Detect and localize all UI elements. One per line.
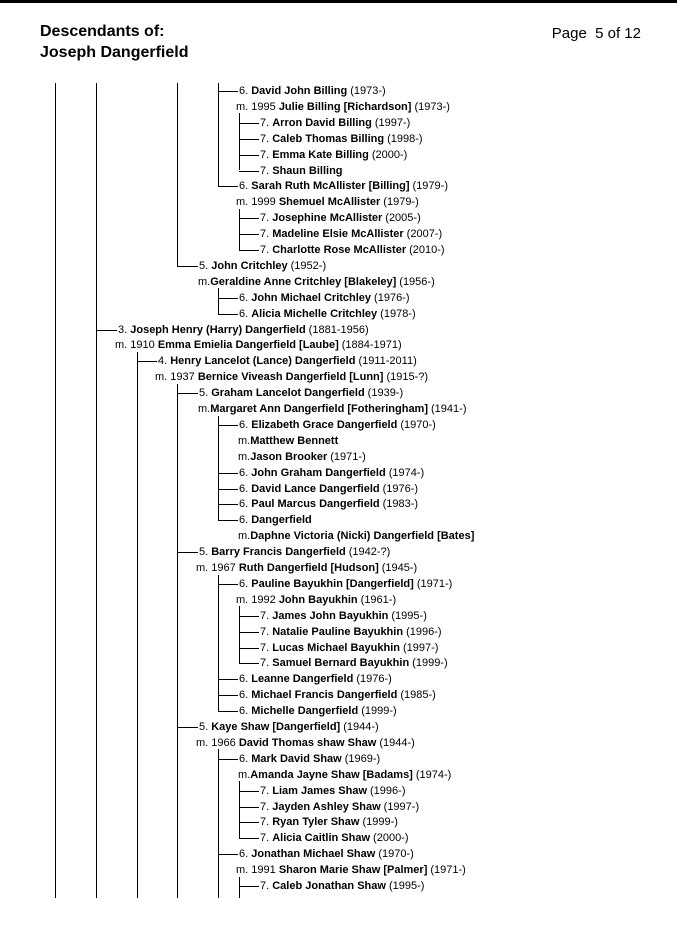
marriage-entry	[236, 592, 396, 608]
marriage-entry	[196, 560, 417, 576]
generation-number: 7.	[260, 657, 273, 670]
person-name: John Graham Dangerfield	[251, 466, 386, 479]
life-dates: (1941-)	[431, 403, 467, 415]
tree-line-connector	[96, 330, 117, 331]
person-name: Sharon Marie Shaw [Palmer]	[278, 864, 428, 877]
generation-number: 6.	[239, 514, 252, 527]
life-dates: (1997-)	[403, 641, 439, 654]
person-entry	[239, 846, 414, 862]
life-dates: (1973-)	[350, 85, 386, 97]
person-name: David John Billing	[251, 85, 348, 97]
marriage-entry	[238, 528, 474, 544]
generation-number: 7.	[260, 880, 273, 892]
person-name: Julie Billing [Richardson]	[278, 100, 412, 113]
tree-line-vertical	[239, 209, 240, 250]
generation-number: 7.	[260, 132, 273, 145]
life-dates: (1945-)	[381, 562, 418, 574]
person-entry	[239, 512, 312, 528]
tree-line-connector	[218, 473, 238, 474]
generation-number: 5.	[199, 721, 212, 733]
life-dates: (1944-)	[343, 721, 379, 733]
life-dates: (1979-)	[412, 180, 448, 193]
person-entry	[260, 878, 424, 894]
life-dates: (1995-)	[391, 609, 427, 622]
person-name: James John Bayukhin	[272, 609, 389, 622]
tree-line-connector	[137, 361, 157, 362]
tree-line-connector	[177, 393, 198, 394]
tree-line-vertical	[177, 384, 178, 898]
person-entry	[260, 640, 438, 656]
person-name: Mark David Shaw	[251, 752, 342, 765]
tree-line-connector	[218, 314, 238, 315]
life-dates: (1997-)	[383, 800, 420, 813]
life-dates: (1974-)	[415, 768, 452, 781]
generation-number: 7.	[260, 816, 273, 829]
person-name: Lucas Michael Bayukhin	[272, 641, 400, 654]
tree-line-connector	[239, 234, 259, 235]
tree-line-connector	[239, 171, 259, 172]
person-entry	[260, 655, 448, 671]
tree-line-vertical	[137, 352, 138, 898]
person-name: Matthew Bennett	[250, 434, 339, 447]
generation-number: 7.	[260, 784, 273, 797]
person-name: John Bayukhin	[278, 593, 358, 606]
marriage-prefix: m. 1910	[115, 339, 158, 352]
person-name: Pauline Bayukhin [Dangerfield]	[251, 577, 414, 590]
report-title-line1: Descendants of:	[40, 23, 165, 40]
tree-line-connector	[218, 186, 238, 187]
person-name: John Critchley	[211, 259, 288, 272]
tree-line-connector	[239, 886, 259, 887]
person-name: Barry Francis Dangerfield	[211, 546, 346, 559]
person-name: Caleb Jonathan Shaw	[272, 880, 386, 892]
report-title-line2: Joseph Dangerfield	[40, 44, 189, 61]
tree-line-connector	[218, 759, 238, 760]
life-dates: (1996-)	[406, 625, 442, 638]
life-dates: (2010-)	[409, 244, 445, 256]
tree-line-connector	[218, 520, 238, 521]
person-entry	[239, 83, 386, 99]
person-entry	[199, 719, 379, 735]
person-name: Liam James Shaw	[272, 784, 368, 797]
person-name: Jayden Ashley Shaw	[272, 800, 381, 813]
person-entry	[260, 830, 409, 846]
marriage-entry	[196, 735, 415, 751]
marriage-prefix: m.	[238, 450, 251, 463]
generation-number: 7.	[260, 116, 273, 129]
tree-line-connector	[177, 552, 198, 553]
tree-line-connector	[177, 727, 198, 728]
tree-line-connector	[218, 695, 238, 696]
generation-number: 5.	[199, 387, 212, 400]
tree-line-connector	[218, 425, 238, 426]
life-dates: (2000-)	[373, 832, 409, 845]
person-name: Emma Kate Billing	[272, 148, 369, 161]
person-entry	[260, 799, 419, 815]
life-dates: (1976-)	[382, 482, 419, 495]
generation-number: 6.	[239, 307, 252, 320]
generation-number: 6.	[239, 85, 252, 97]
life-dates: (1979-)	[383, 196, 419, 209]
tree-line-connector	[218, 711, 238, 712]
marriage-prefix: m. 1999	[236, 196, 279, 209]
generation-number: 5.	[199, 546, 212, 559]
person-entry	[199, 544, 390, 560]
person-name: Charlotte Rose McAllister	[272, 244, 407, 256]
person-entry	[239, 576, 452, 592]
generation-number: 6.	[239, 577, 252, 590]
life-dates: (1970-)	[378, 848, 414, 861]
tree-line-connector	[239, 822, 259, 823]
person-entry	[158, 353, 417, 369]
generation-number: 7.	[260, 641, 273, 654]
life-dates: (1911-2011)	[358, 355, 417, 368]
generation-number: 7.	[260, 609, 273, 622]
tree-line-connector	[239, 807, 259, 808]
life-dates: (1999-)	[412, 657, 448, 670]
person-entry	[260, 242, 445, 258]
tree-line-vertical	[239, 877, 240, 898]
person-entry	[260, 131, 423, 147]
person-name: John Michael Critchley	[251, 291, 372, 304]
tree-line-connector	[218, 489, 238, 490]
life-dates: (1952-)	[290, 259, 327, 272]
person-entry	[260, 783, 405, 799]
generation-number: 6.	[239, 689, 252, 702]
marriage-prefix: m. 1967	[196, 562, 239, 574]
person-entry	[260, 210, 421, 226]
life-dates: (1976-)	[356, 673, 392, 686]
report-title	[40, 21, 188, 63]
life-dates: (1976-)	[374, 291, 410, 304]
generation-number: 7.	[260, 228, 273, 241]
person-entry	[239, 496, 418, 512]
person-name: Alicia Michelle Critchley	[251, 307, 378, 320]
generation-number: 7.	[260, 164, 273, 177]
tree-line-connector	[239, 616, 259, 617]
marriage-entry	[238, 433, 338, 449]
person-entry	[260, 226, 442, 242]
person-entry	[260, 608, 427, 624]
person-entry	[239, 481, 418, 497]
person-name: Kaye Shaw [Dangerfield]	[211, 721, 341, 733]
person-name: Graham Lancelot Dangerfield	[211, 387, 365, 400]
tree-line-vertical	[218, 83, 219, 186]
life-dates: (1999-)	[361, 705, 397, 718]
person-name: Dangerfield	[251, 514, 312, 527]
generation-number: 7.	[260, 625, 273, 638]
tree-line-vertical	[218, 575, 219, 712]
person-name: Michelle Dangerfield	[251, 705, 359, 718]
person-name: Natalie Pauline Bayukhin	[272, 625, 404, 638]
generation-number: 6.	[239, 466, 252, 479]
person-name: Jason Brooker	[250, 450, 328, 463]
life-dates: (1999-)	[362, 816, 398, 829]
generation-number: 6.	[239, 673, 252, 686]
life-dates: (1978-)	[380, 307, 416, 320]
person-name: Sarah Ruth McAllister [Billing]	[251, 180, 410, 193]
life-dates: (1942-?)	[348, 546, 391, 559]
life-dates: (1973-)	[414, 100, 450, 113]
person-entry	[239, 306, 416, 322]
marriage-prefix: m. 1992	[236, 593, 279, 606]
marriage-entry	[236, 194, 419, 210]
person-entry	[239, 751, 380, 767]
marriage-prefix: m.	[238, 434, 251, 447]
person-name: Josephine McAllister	[272, 212, 383, 225]
generation-number: 6.	[239, 482, 252, 495]
tree-line-connector	[239, 155, 259, 156]
tree-line-connector	[239, 123, 259, 124]
life-dates: (1996-)	[370, 784, 406, 797]
life-dates: (1974-)	[388, 466, 425, 479]
person-name: Leanne Dangerfield	[251, 673, 354, 686]
person-entry	[260, 147, 407, 163]
marriage-entry	[115, 337, 402, 353]
life-dates: (1939-)	[367, 387, 404, 400]
life-dates: (1969-)	[344, 752, 381, 765]
page-number: Page 5 of 12	[551, 25, 641, 42]
tree-line-vertical	[218, 749, 219, 898]
life-dates: (1961-)	[360, 593, 397, 606]
person-entry	[260, 814, 398, 830]
generation-number: 6.	[239, 291, 252, 304]
life-dates: (1881-1956)	[308, 323, 369, 336]
tree-line-connector	[218, 679, 238, 680]
tree-line-vertical	[55, 83, 56, 898]
person-name: David Lance Dangerfield	[251, 482, 380, 495]
person-entry	[239, 417, 436, 433]
life-dates: (1956-)	[399, 275, 435, 288]
life-dates: (1884-1971)	[341, 339, 402, 352]
person-name: Joseph Henry (Harry) Dangerfield	[130, 323, 306, 336]
tree-line-connector	[239, 791, 259, 792]
tree-line-connector	[218, 854, 238, 855]
tree-line-connector	[239, 250, 259, 251]
generation-number: 6.	[239, 418, 252, 431]
tree-line-vertical	[177, 83, 178, 266]
marriage-entry	[236, 99, 450, 115]
person-name: Emma Emielia Dangerfield [Laube]	[157, 339, 339, 352]
person-name: Shemuel McAllister	[278, 196, 381, 209]
generation-number: 6.	[239, 752, 252, 765]
life-dates: (1971-)	[430, 864, 466, 877]
tree-line-connector	[218, 91, 238, 92]
tree-line-connector	[177, 266, 198, 267]
tree-line-connector	[239, 632, 259, 633]
person-name: Alicia Caitlin Shaw	[272, 832, 371, 845]
person-entry	[199, 385, 403, 401]
person-name: Bernice Viveash Dangerfield [Lunn]	[197, 371, 384, 384]
tree-line-vertical	[96, 83, 97, 898]
person-name: Madeline Elsie McAllister	[272, 228, 404, 241]
person-entry	[239, 687, 436, 703]
life-dates: (1997-)	[374, 116, 411, 129]
person-name: Ryan Tyler Shaw	[272, 816, 360, 829]
person-name: Jonathan Michael Shaw	[251, 848, 376, 861]
life-dates: (1915-?)	[386, 371, 429, 384]
person-entry	[239, 178, 448, 194]
person-entry	[239, 703, 397, 719]
page-top-border	[0, 0, 677, 3]
marriage-prefix: m.	[238, 768, 251, 781]
life-dates: (1998-)	[387, 132, 423, 145]
generation-number: 6.	[239, 180, 252, 193]
tree-line-vertical	[218, 288, 219, 313]
tree-line-connector	[218, 584, 238, 585]
tree-line-connector	[239, 648, 259, 649]
marriage-prefix: m. 1937	[155, 371, 198, 384]
generation-number: 3.	[118, 323, 131, 336]
marriage-prefix: m.	[238, 530, 251, 543]
generation-number: 6.	[239, 848, 252, 861]
marriage-entry	[155, 369, 428, 385]
marriage-prefix: m. 1991	[236, 864, 279, 877]
person-name: David Thomas shaw Shaw	[238, 736, 377, 749]
generation-number: 7.	[260, 800, 273, 813]
life-dates: (1971-)	[330, 450, 366, 463]
person-name: Michael Francis Dangerfield	[251, 689, 398, 702]
marriage-entry	[198, 274, 435, 290]
marriage-entry	[236, 862, 466, 878]
generation-number: 4.	[158, 355, 171, 368]
generation-number: 7.	[260, 148, 273, 161]
life-dates: (1970-)	[400, 418, 436, 431]
generation-number: 7.	[260, 244, 273, 256]
person-name: Henry Lancelot (Lance) Dangerfield	[170, 355, 356, 368]
person-name: Samuel Bernard Bayukhin	[272, 657, 410, 670]
life-dates: (1995-)	[388, 880, 425, 892]
person-name: Elizabeth Grace Dangerfield	[251, 418, 398, 431]
tree-line-connector	[218, 504, 238, 505]
generation-number: 6.	[239, 705, 252, 718]
person-entry	[239, 290, 410, 306]
generation-number: 7.	[260, 832, 273, 845]
marriage-prefix: m. 1995	[236, 100, 279, 113]
marriage-entry	[238, 767, 451, 783]
tree-line-connector	[239, 663, 259, 664]
person-entry	[199, 258, 326, 274]
life-dates: (2000-)	[371, 148, 408, 161]
person-entry	[239, 465, 424, 481]
generation-number: 5.	[199, 259, 212, 272]
person-name: Paul Marcus Dangerfield	[251, 498, 380, 511]
person-name: Arron David Billing	[272, 116, 372, 129]
person-name: Shaun Billing	[272, 164, 343, 177]
life-dates: (2007-)	[406, 228, 443, 241]
marriage-entry	[238, 449, 366, 465]
person-name: Ruth Dangerfield [Hudson]	[238, 562, 379, 574]
person-entry	[239, 671, 392, 687]
generation-number: 7.	[260, 212, 273, 225]
person-name: Caleb Thomas Billing	[272, 132, 385, 145]
marriage-entry	[198, 401, 466, 417]
person-name: Margaret Ann Dangerfield [Fotheringham]	[210, 403, 429, 415]
tree-line-connector	[239, 139, 259, 140]
person-entry	[260, 624, 442, 640]
life-dates: (1944-)	[379, 736, 415, 749]
life-dates: (1983-)	[382, 498, 419, 511]
life-dates: (1985-)	[400, 689, 436, 702]
life-dates: (1971-)	[416, 577, 453, 590]
person-name: Amanda Jayne Shaw [Badams]	[250, 768, 413, 781]
marriage-prefix: m.	[198, 403, 211, 415]
marriage-prefix: m. 1966	[196, 736, 239, 749]
person-name: Geraldine Anne Critchley [Blakeley]	[210, 275, 397, 288]
marriage-prefix: m.	[198, 275, 211, 288]
life-dates: (2005-)	[385, 212, 421, 225]
tree-line-connector	[218, 298, 238, 299]
tree-line-connector	[239, 838, 259, 839]
person-name: Daphne Victoria (Nicki) Dangerfield [Bates]	[250, 530, 475, 543]
tree-line-connector	[239, 218, 259, 219]
person-entry	[118, 322, 369, 338]
generation-number: 6.	[239, 498, 252, 511]
person-entry	[260, 115, 410, 131]
person-entry	[260, 163, 343, 179]
